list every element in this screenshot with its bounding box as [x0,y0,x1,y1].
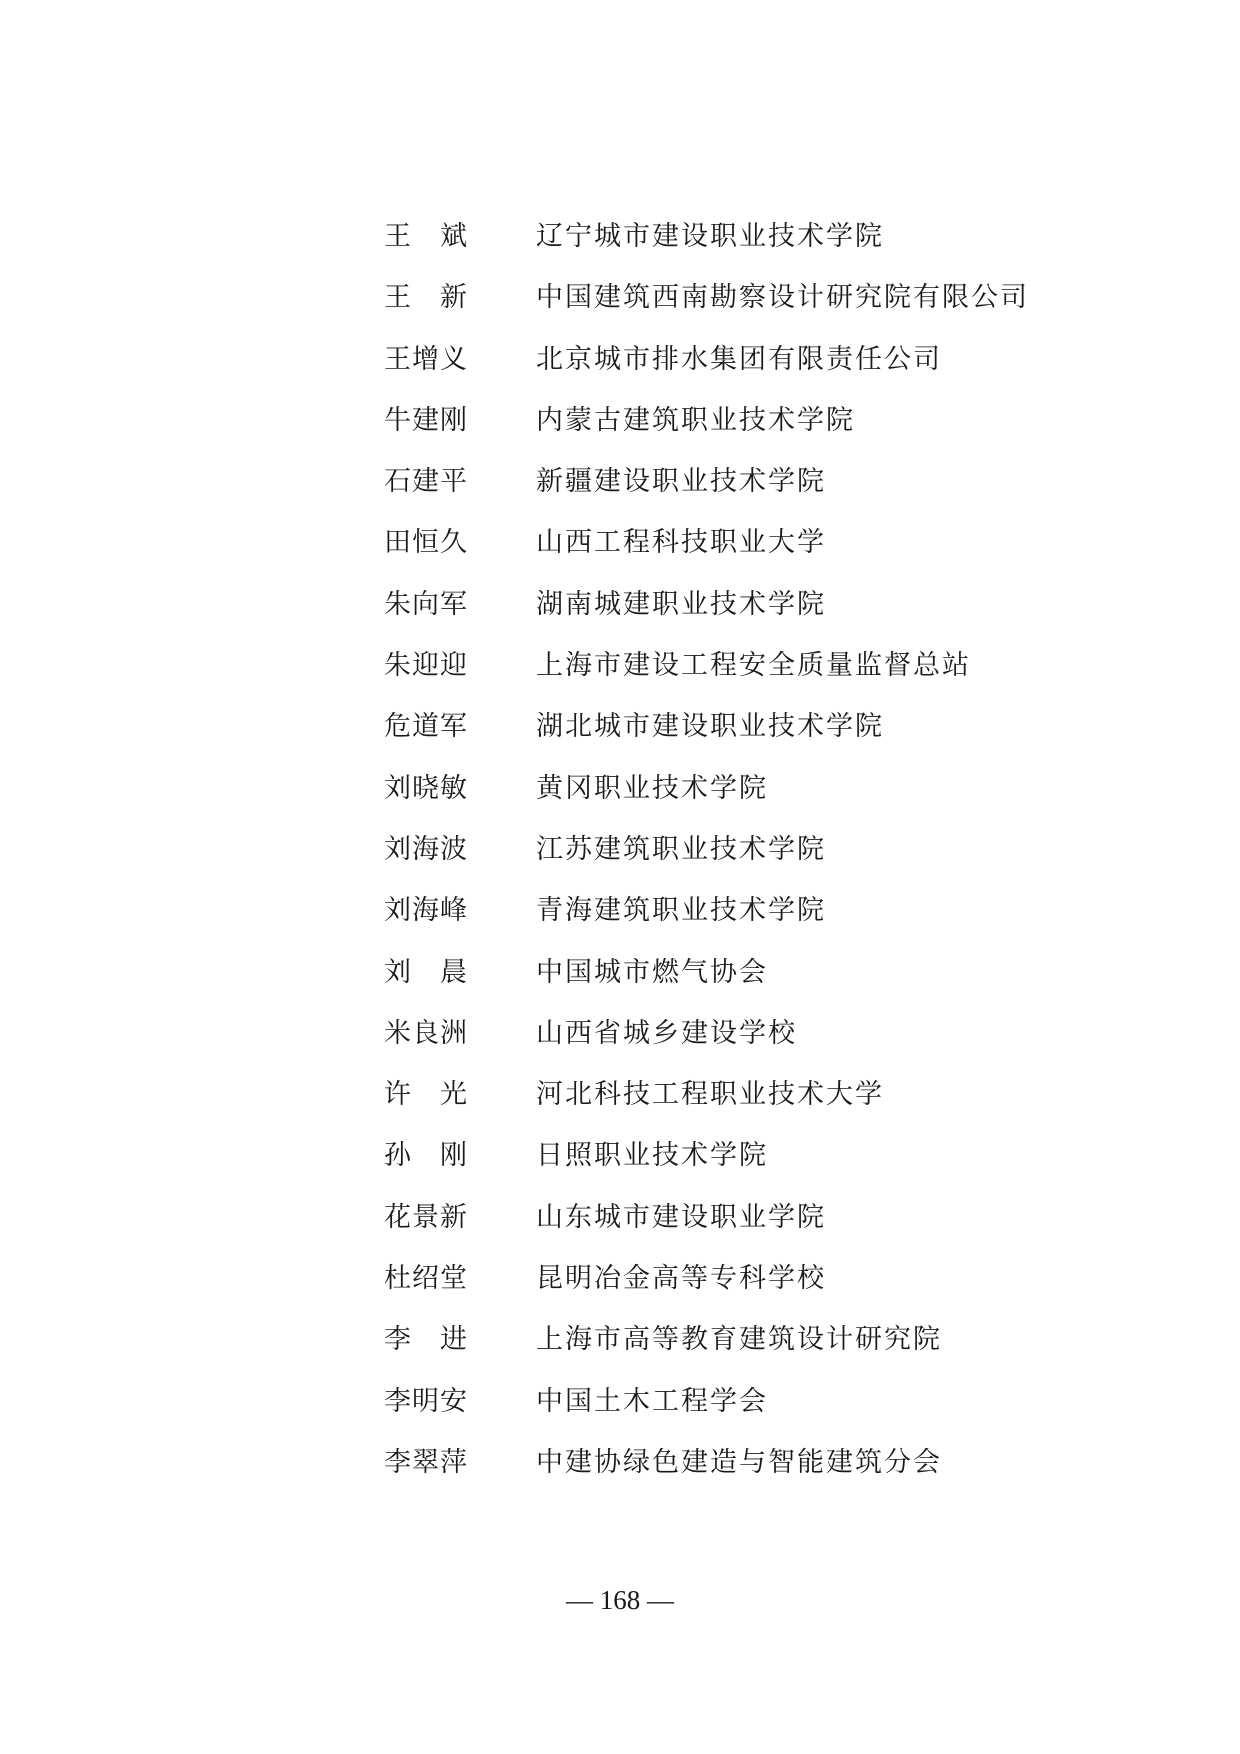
member-name: 孙 刚 [384,1140,468,1172]
list-item [384,956,1084,1017]
member-organization: 昆明冶金高等专科学校 [536,1263,826,1295]
page-number: — 168 — [566,1585,674,1615]
member-name: 危道军 [384,711,468,743]
member-organization: 上海市建设工程安全质量监督总站 [536,650,971,682]
member-list [384,220,1084,1507]
list-item [384,710,1084,771]
list-item [384,343,1084,404]
member-organization: 山东城市建设职业学院 [536,1201,826,1233]
member-organization: 青海建筑职业技术学院 [536,895,826,927]
member-name: 朱迎迎 [384,650,468,682]
member-organization: 内蒙古建筑职业技术学院 [536,404,855,436]
member-name: 王增义 [384,343,468,375]
list-item [384,465,1084,526]
member-organization: 中建协绿色建造与智能建筑分会 [536,1446,942,1478]
list-item [384,1078,1084,1139]
list-item [384,1262,1084,1323]
member-organization: 江苏建筑职业技术学院 [536,833,826,865]
member-organization: 中国城市燃气协会 [536,956,768,988]
list-item [384,894,1084,955]
list-item [384,1446,1084,1507]
list-item [384,772,1084,833]
list-item [384,1385,1084,1446]
member-name: 石建平 [384,466,468,498]
member-name: 李明安 [384,1385,468,1417]
list-item [384,1201,1084,1262]
member-organization: 上海市高等教育建筑设计研究院 [536,1324,942,1356]
member-name: 王 斌 [384,221,468,252]
list-item [384,281,1084,342]
member-organization: 黄冈职业技术学院 [536,772,768,804]
member-name: 刘海波 [384,833,468,865]
member-name: 李 进 [384,1324,468,1356]
member-organization: 湖北城市建设职业技术学院 [536,711,884,743]
list-item [384,220,1084,281]
member-name: 刘晓敏 [384,772,468,804]
list-item [384,1017,1084,1078]
member-organization: 中国建筑西南勘察设计研究院有限公司 [536,282,1029,314]
list-item [384,649,1084,710]
member-name: 朱向军 [384,588,468,620]
member-name: 米良洲 [384,1017,468,1049]
member-organization: 河北科技工程职业技术大学 [536,1079,884,1111]
list-item [384,1139,1084,1200]
member-name: 许 光 [384,1079,468,1111]
member-organization: 山西省城乡建设学校 [536,1017,797,1049]
list-item [384,833,1084,894]
member-name: 花景新 [384,1201,468,1233]
member-organization: 辽宁城市建设职业技术学院 [536,221,884,252]
list-item [384,526,1084,587]
member-name: 李翠萍 [384,1446,468,1478]
list-item [384,1323,1084,1384]
member-organization: 中国土木工程学会 [536,1385,768,1417]
member-organization: 新疆建设职业技术学院 [536,466,826,498]
list-item [384,588,1084,649]
member-organization: 湖南城建职业技术学院 [536,588,826,620]
member-name: 刘海峰 [384,895,468,927]
list-item [384,404,1084,465]
member-name: 王 新 [384,282,468,314]
member-organization: 日照职业技术学院 [536,1140,768,1172]
member-organization: 北京城市排水集团有限责任公司 [536,343,942,375]
member-name: 杜绍堂 [384,1263,468,1295]
member-name: 田恒久 [384,527,468,559]
member-name: 牛建刚 [384,404,468,436]
member-organization: 山西工程科技职业大学 [536,527,826,559]
member-name: 刘 晨 [384,956,468,988]
